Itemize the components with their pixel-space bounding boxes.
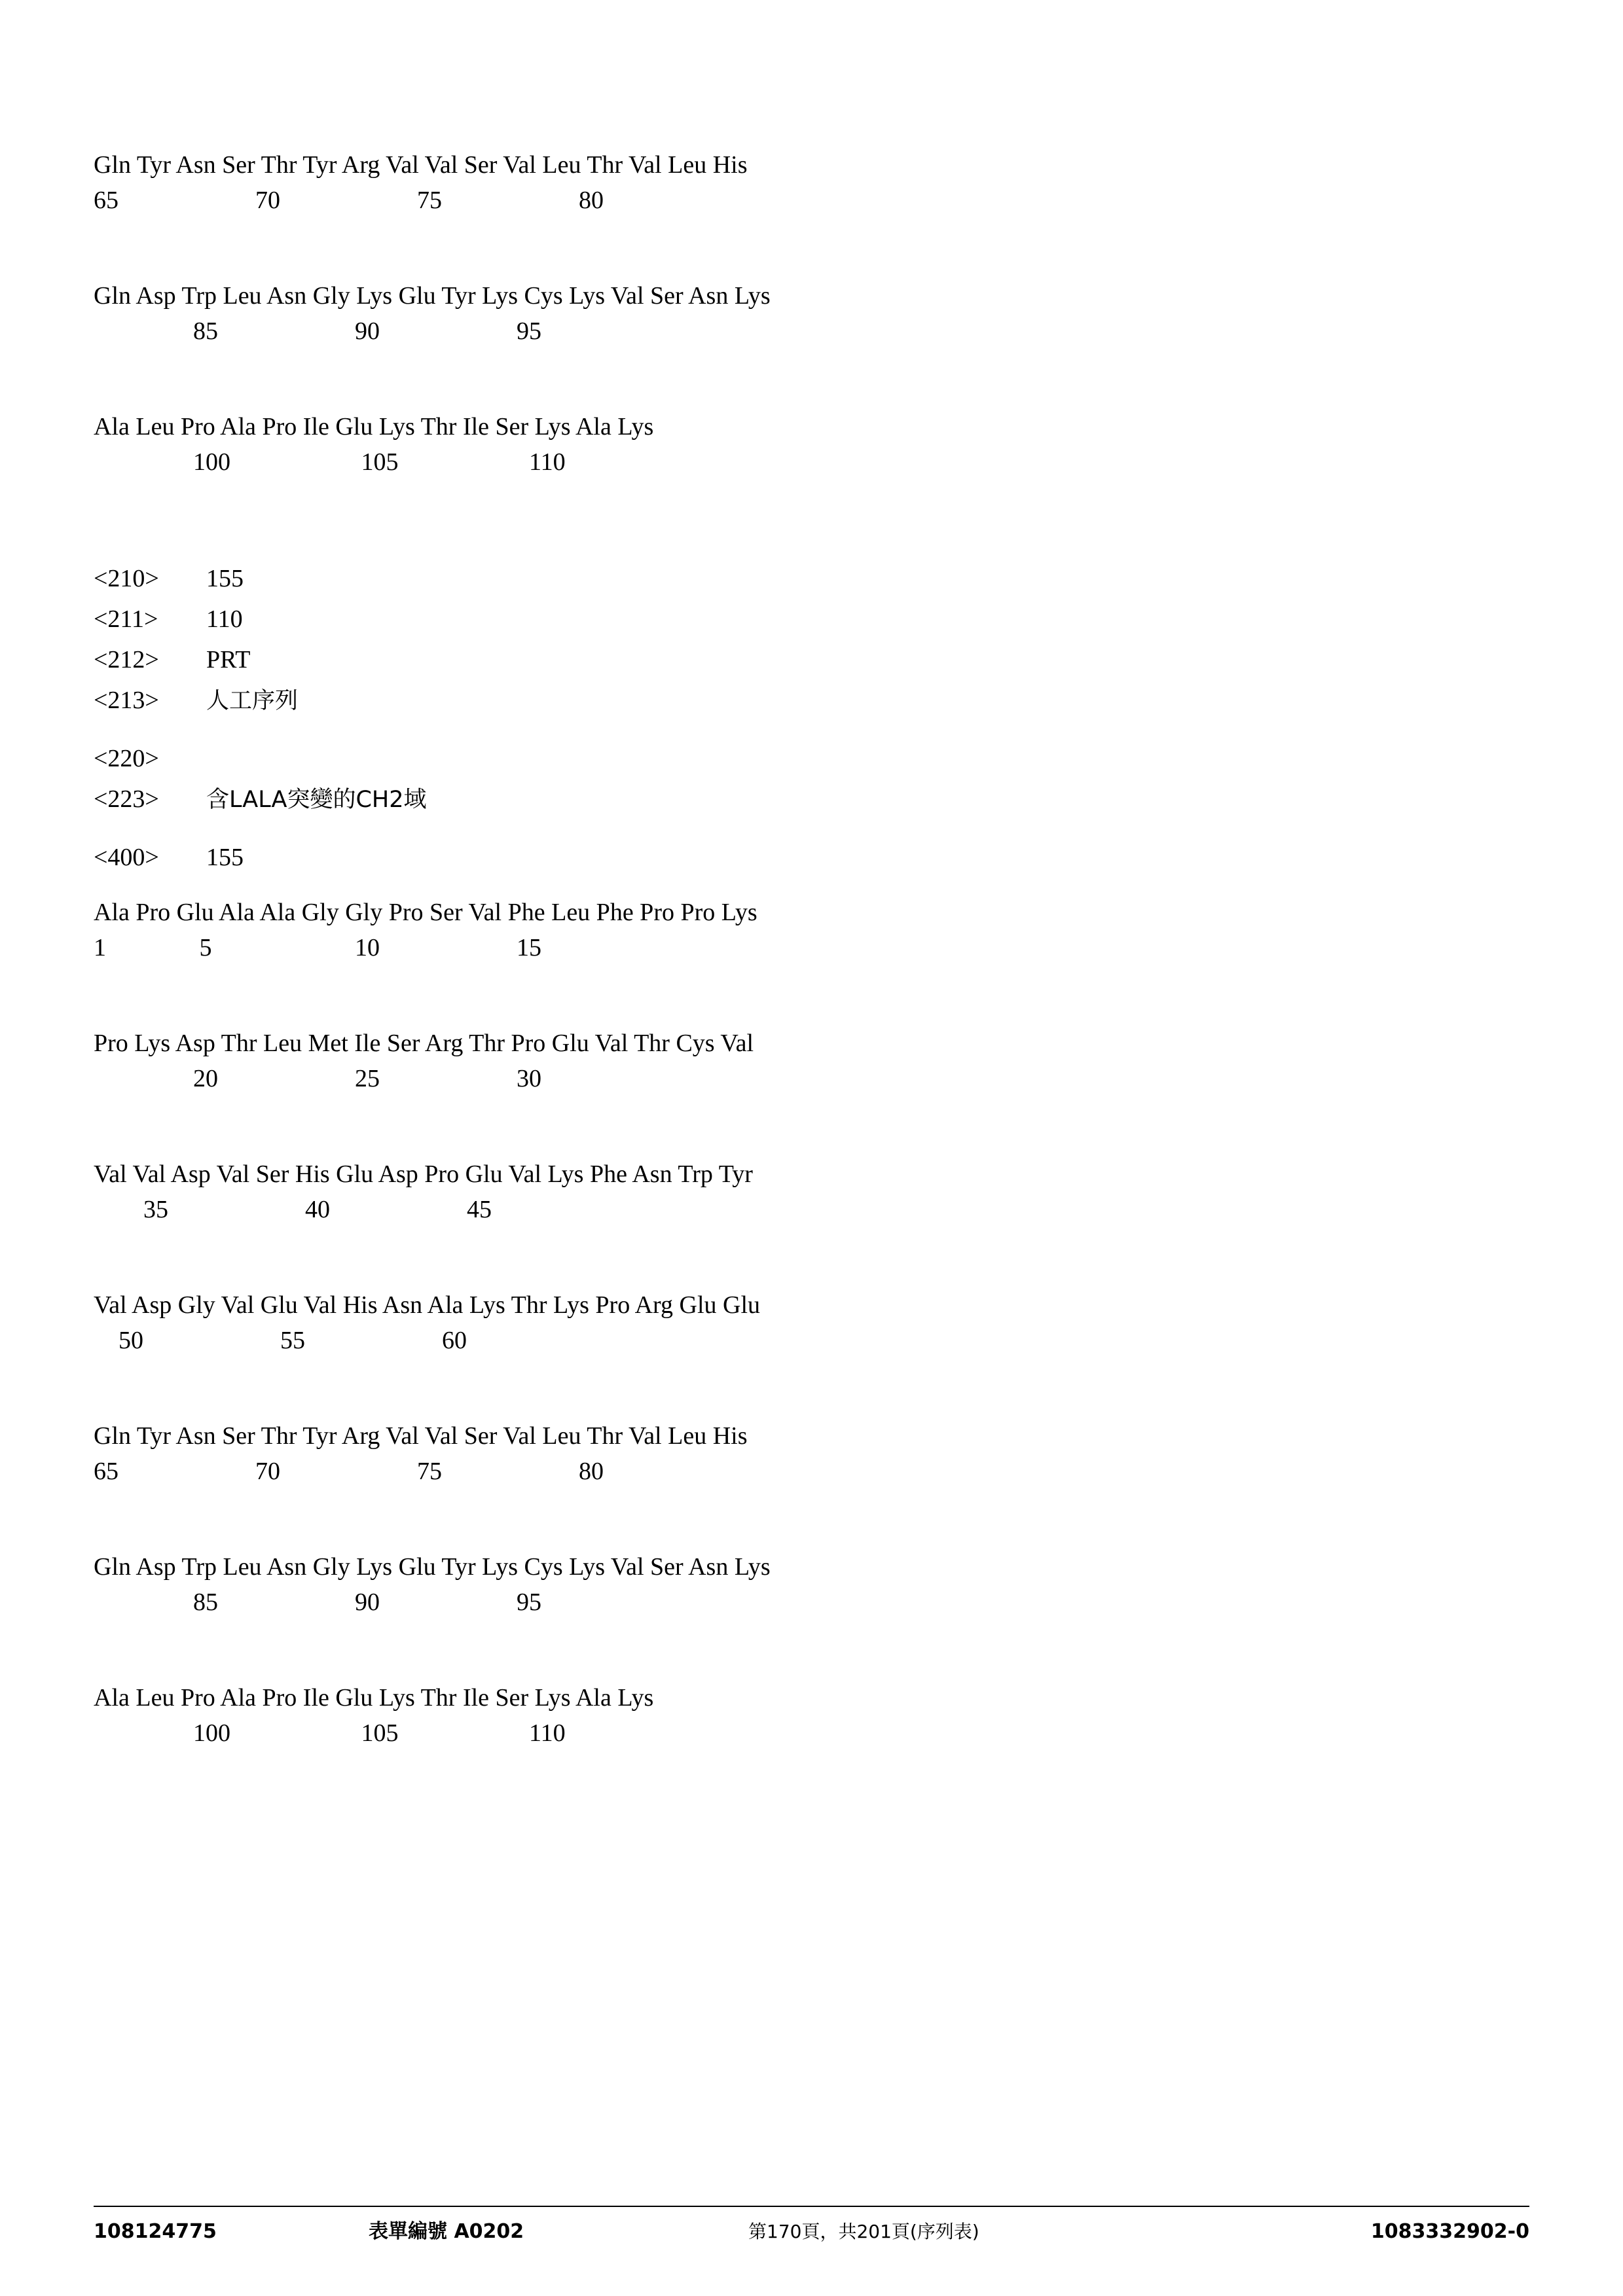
- tag-row-211: [94, 599, 1501, 639]
- residue-line: Val Asp Gly Val Glu Val His Asn Ala Lys Thr Lys Pro Arg Glu Glu: [94, 1291, 761, 1319]
- spacer: [94, 1376, 1501, 1418]
- spacer: [94, 820, 1501, 837]
- spacer: [94, 984, 1501, 1026]
- tag-row-223: [94, 779, 1501, 820]
- tag-row-210: [94, 558, 1501, 599]
- sequence-block: [94, 1680, 1501, 1751]
- sequence-block: [94, 895, 1501, 965]
- sequence-block: [94, 1287, 1501, 1358]
- tag-key: <212>: [94, 646, 159, 673]
- spacer: [94, 1115, 1501, 1157]
- position-number-line: 85 90 95: [94, 317, 541, 345]
- spacer: [94, 721, 1501, 738]
- residue-line: Ala Pro Glu Ala Ala Gly Gly Pro Ser Val Phe Leu Phe Pro Pro Lys: [94, 899, 757, 926]
- residue-line: Ala Leu Pro Ala Pro Ile Glu Lys Thr Ile Ser Lys Ala Lys: [94, 1684, 654, 1712]
- tag-key: <400>: [94, 844, 159, 871]
- sequence-block: [94, 147, 1501, 218]
- tag-value: PRT: [206, 646, 251, 673]
- spacer: [94, 1638, 1501, 1680]
- spacer: [94, 498, 1501, 558]
- form-number: 表單編號 A0202: [369, 2220, 524, 2243]
- page-footer: [94, 2206, 1529, 2245]
- position-number-line: 85 90 95: [94, 1588, 541, 1616]
- position-number-line: 50 55 60: [94, 1327, 467, 1354]
- tag-value: 含LALA突變的CH2域: [206, 787, 427, 813]
- tag-key: <220>: [94, 745, 159, 772]
- tag-row-400: [94, 837, 1501, 878]
- sequence-block: [94, 278, 1501, 349]
- position-number-line: 1 5 10 15: [94, 934, 541, 961]
- tag-key: <211>: [94, 605, 158, 633]
- sequence-listing-content: [94, 147, 1501, 1769]
- spacer: [94, 1507, 1501, 1549]
- tag-row-212: [94, 639, 1501, 680]
- tag-key: <223>: [94, 785, 159, 813]
- tag-value: 155: [206, 565, 244, 592]
- feature-description-group: [94, 738, 1501, 820]
- sequence-block: [94, 1549, 1501, 1620]
- tag-value: 人工序列: [206, 688, 299, 714]
- document-number: 1083332902-0: [1370, 2220, 1529, 2243]
- position-number-line: 65 70 75 80: [94, 187, 604, 214]
- position-number-line: 100 105 110: [94, 1719, 566, 1747]
- tag-value: 110: [206, 605, 243, 633]
- position-number-line: 20 25 30: [94, 1065, 541, 1092]
- spacer: [94, 236, 1501, 278]
- sequence-block: [94, 409, 1501, 480]
- page-number: 第170頁，共201頁(序列表): [748, 2221, 979, 2242]
- footer-divider: [94, 2206, 1529, 2207]
- residue-line: Val Val Asp Val Ser His Glu Asp Pro Glu Val Lys Phe Asn Trp Tyr: [94, 1160, 753, 1188]
- spacer: [94, 1246, 1501, 1287]
- sequence-block: [94, 1026, 1501, 1096]
- residue-line: Gln Tyr Asn Ser Thr Tyr Arg Val Val Ser Val Leu Thr Val Leu His: [94, 1422, 748, 1450]
- residue-line: Ala Leu Pro Ala Pro Ile Glu Lys Thr Ile Ser Lys Ala Lys: [94, 413, 654, 440]
- sequence-start-group: [94, 837, 1501, 878]
- sequence-block: [94, 1157, 1501, 1227]
- application-number: 108124775: [94, 2220, 217, 2243]
- tag-row-213: [94, 680, 1501, 721]
- footer-content: [94, 2215, 1529, 2244]
- position-number-line: 35 40 45: [94, 1196, 492, 1223]
- position-number-line: 65 70 75 80: [94, 1458, 604, 1485]
- tag-value: 155: [206, 844, 244, 871]
- residue-line: Gln Tyr Asn Ser Thr Tyr Arg Val Val Ser Val Leu Thr Val Leu His: [94, 151, 748, 179]
- sequence-identifier-group: [94, 558, 1501, 721]
- sequence-block: [94, 1418, 1501, 1489]
- residue-line: Gln Asp Trp Leu Asn Gly Lys Glu Tyr Lys Cys Lys Val Ser Asn Lys: [94, 282, 771, 310]
- residue-line: Gln Asp Trp Leu Asn Gly Lys Glu Tyr Lys Cys Lys Val Ser Asn Lys: [94, 1553, 771, 1581]
- tag-row-220: [94, 738, 1501, 779]
- tag-key: <210>: [94, 565, 159, 592]
- spacer: [94, 878, 1501, 895]
- spacer: [94, 367, 1501, 409]
- position-number-line: 100 105 110: [94, 448, 566, 476]
- tag-key: <213>: [94, 687, 159, 714]
- residue-line: Pro Lys Asp Thr Leu Met Ile Ser Arg Thr Pro Glu Val Thr Cys Val: [94, 1030, 754, 1057]
